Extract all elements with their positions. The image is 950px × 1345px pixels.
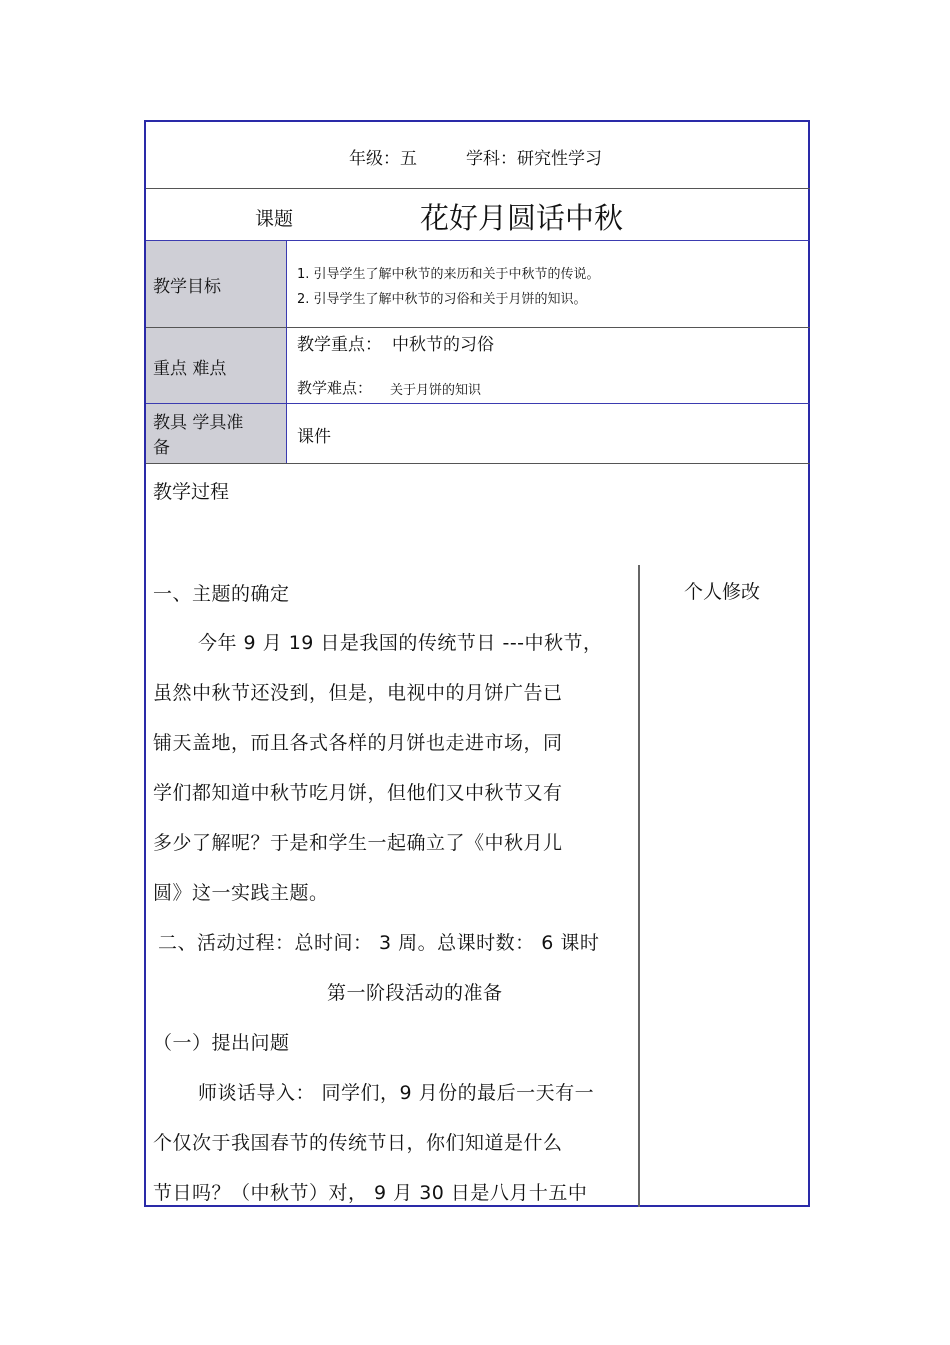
row-divider (146, 463, 810, 464)
column-divider (286, 241, 287, 463)
row-divider (146, 403, 810, 404)
paragraph-line: 虽然中秋节还没到，但是，电视中的月饼广告已 (153, 682, 563, 704)
process-label: 教学过程 (153, 481, 230, 503)
materials-value: 课件 (297, 427, 331, 447)
row-divider (146, 240, 810, 241)
paragraph-line: 师谈话导入： 同学们，9 月份的最后一天有一 (198, 1082, 595, 1104)
objective-item: 1. 引导学生了解中秋节的来历和关于中秋节的传说。 (297, 267, 600, 282)
paragraph-line: 个仅次于我国春节的传统节日，你们知道是什么 (153, 1132, 563, 1154)
key-point-value: 中秋节的习俗 (392, 335, 494, 355)
difficulty-label: 教学难点： (297, 379, 373, 397)
key-point-label: 教学重点： (297, 335, 382, 355)
row-divider (146, 188, 810, 189)
subject-text: 学科：研究性学习 (466, 149, 602, 169)
objectives-label: 教学目标 (153, 277, 221, 297)
stage-heading: 第一阶段活动的准备 (327, 982, 503, 1004)
topic-label: 课题 (255, 208, 294, 230)
section-heading: 二、活动过程：总时间： 3 周。总课时数： 6 课时 (158, 932, 600, 954)
topic-title: 花好月圆话中秋 (420, 201, 624, 235)
difficulty-value: 关于月饼的知识 (390, 383, 482, 398)
section-heading: 一、主题的确定 (153, 583, 290, 605)
grade-text: 年级：五 (349, 149, 417, 169)
focus-label: 重点 难点 (153, 359, 227, 379)
row-divider (146, 327, 810, 328)
paragraph-line: 多少了解呢？于是和学生一起确立了《中秋月儿 (153, 832, 563, 854)
paragraph-line: 节日吗？（中秋节）对， 9 月 30 日是八月十五中 (153, 1182, 588, 1204)
column-divider (638, 565, 640, 1207)
paragraph-line: 铺天盖地，而且各式各样的月饼也走进市场，同 (153, 732, 563, 754)
subsection-heading: （一）提出问题 (153, 1032, 290, 1054)
objective-item: 2. 引导学生了解中秋节的习俗和关于月饼的知识。 (297, 292, 587, 307)
paragraph-line: 圆》这一实践主题。 (153, 882, 329, 904)
materials-label: 教具 学具准 (153, 413, 244, 433)
paragraph-line: 学们都知道中秋节吃月饼，但他们又中秋节又有 (153, 782, 563, 804)
revision-column-title: 个人修改 (684, 581, 761, 603)
paragraph-line: 今年 9 月 19 日是我国的传统节日 ---中秋节， (198, 632, 603, 654)
materials-label: 备 (153, 438, 170, 458)
